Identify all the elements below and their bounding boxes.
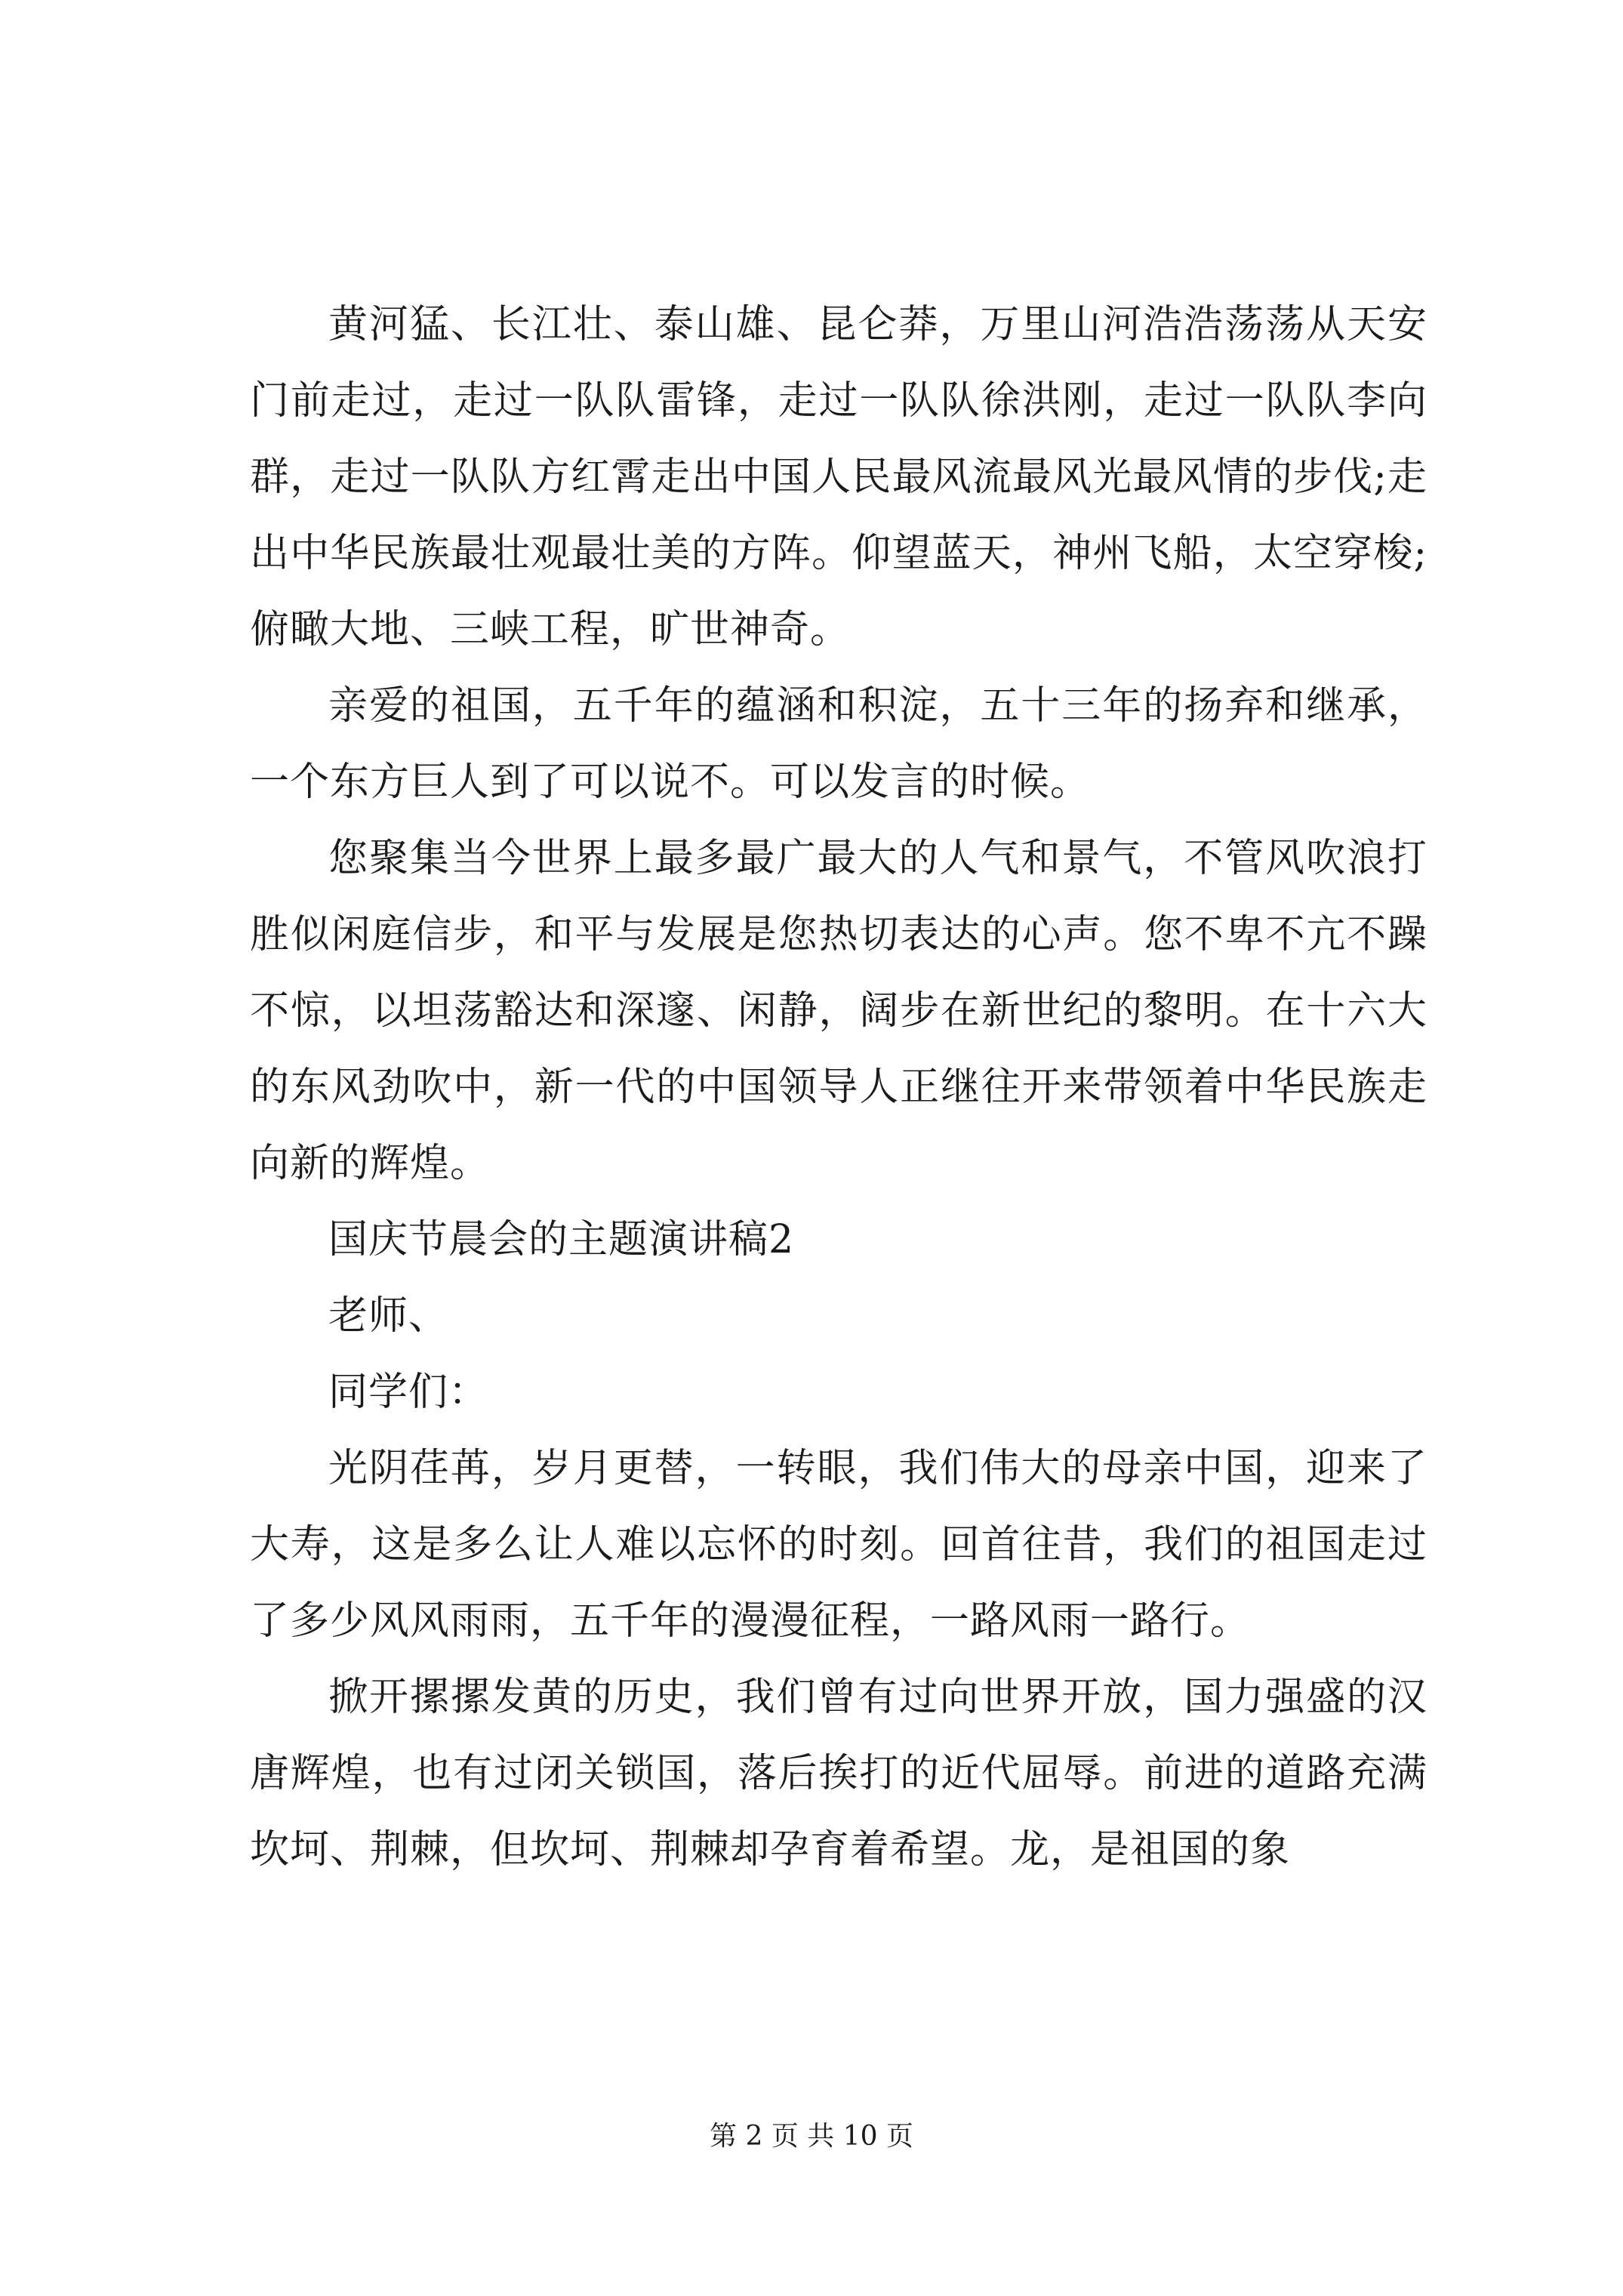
paragraph: 亲爱的祖国，五千年的蕴涵和积淀，五十三年的扬弃和继承，一个东方巨人到了可以说不。可以发言的时候。 bbox=[250, 683, 1427, 805]
paragraph: 您聚集当今世界上最多最广最大的人气和景气，不管风吹浪打胜似闲庭信步，和平与发展是您热切表达的心声。您不卑不亢不躁不惊，以坦荡豁达和深邃、闲静，阔步在新世纪的黎明。在十六大的东风劲吹中，新一代的中国领导人正继往开来带领着中华民族走向新的辉煌。 bbox=[250, 836, 1427, 1186]
paragraph: 光阴荏苒，岁月更替，一转眼，我们伟大的母亲中国，迎来了大寿，这是多么让人难以忘怀的时刻。回首往昔，我们的祖国走过了多少风风雨雨，五千年的漫漫征程，一路风雨一路行。 bbox=[250, 1446, 1427, 1644]
salutation-line: 同学们： bbox=[328, 1370, 489, 1415]
section-heading: 国庆节晨会的主题演讲稿2 bbox=[328, 1217, 795, 1262]
paragraph: 掀开摞摞发黄的历史，我们曾有过向世界开放，国力强盛的汉唐辉煌，也有过闭关锁国，落后挨打的近代屈辱。前进的道路充满坎坷、荆棘，但坎坷、荆棘却孕育着希望。龙，是祖国的象 bbox=[250, 1675, 1427, 1872]
document-body bbox=[250, 287, 1427, 1888]
paragraph: 黄河猛、长江壮、泰山雄、昆仑莽，万里山河浩浩荡荡从天安门前走过，走过一队队雷锋，走过一队队徐洪刚，走过一队队李向群，走过一队队方红霄走出中国人民最风流最风光最风情的步伐;走出中华民族最壮观最壮美的方阵。仰望蓝天，神州飞船，太空穿梭;俯瞰大地、三峡工程，旷世神奇。 bbox=[250, 302, 1427, 652]
page-footer: 第 2 页 共 10 页 bbox=[710, 2121, 913, 2152]
salutation-line: 老师、 bbox=[328, 1293, 449, 1339]
